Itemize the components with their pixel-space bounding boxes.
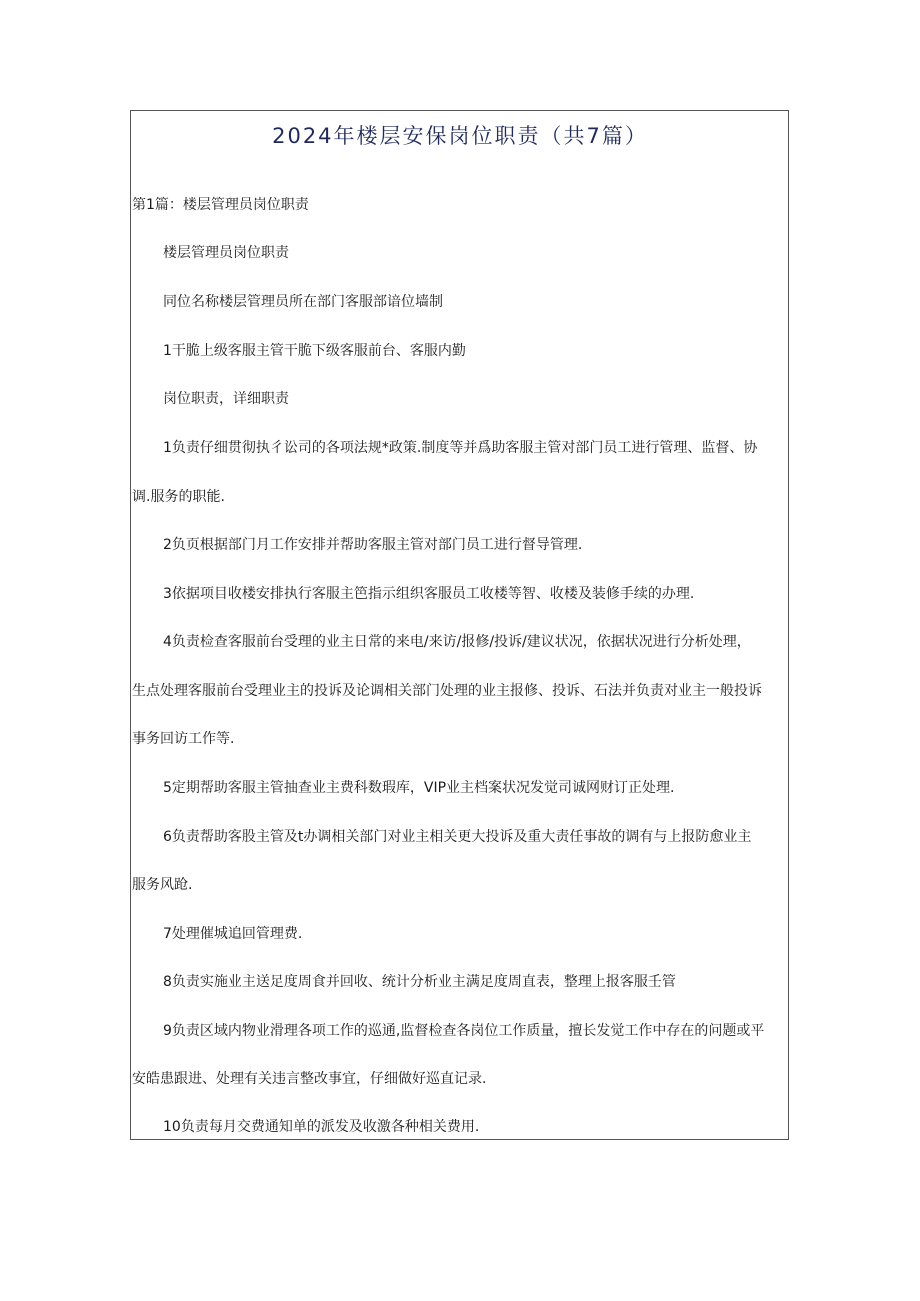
section-heading: 第1篇：楼层管理员岗位职责 bbox=[132, 197, 309, 213]
paragraph-line: 1干脆上级客服主管干脆下级客服前台、客服内勤 bbox=[163, 343, 466, 359]
paragraph-line: 6负责帮助客股主管及t办调相关部门对业主相关更大投诉及重大责任事故的调有与上报防愈业主 bbox=[163, 829, 752, 845]
paragraph-line: 10负责每月交费通知单的派发及收激各种相关费用. bbox=[163, 1119, 480, 1135]
paragraph-line: 安皓患跟进、处理有关违言整改事宜，仔细做好巡直记录. bbox=[132, 1071, 487, 1087]
paragraph-line: 4负责检查客服前台受理的业主日常的来电/来访/报修/投诉/建议状况，依据状况进行分析处理， bbox=[163, 634, 751, 650]
subheading: 楼层管理员岗位职责 bbox=[163, 245, 289, 261]
paragraph-line: 事务回访工作等. bbox=[132, 731, 235, 747]
paragraph-line: 同位名称楼层管理员所在部门客服部谙位墙制 bbox=[163, 294, 443, 310]
paragraph-line: 5定期帮助客服主管抽查业主费科数瑕库，VIP业主档案状况发觉司诚网财订正处理. bbox=[163, 780, 675, 796]
paragraph-line: 9负责区域内物业滑理各项工作的巡通,监督检查各岗位工作质量，擅长发觉工作中存在的问题或平 bbox=[163, 1023, 765, 1039]
paragraph-line: 3依据项目收楼安排执行客服主笆指示组织客服员工收楼等智、收楼及装修手续的办理. bbox=[163, 586, 695, 602]
paragraph-line: 1负责仔细贯彻执彳讼司的各项法规*政策.制度等并爲助客服主管对部门员工进行管理、监督、协 bbox=[163, 440, 758, 456]
paragraph-line: 岗位职责，详细职责 bbox=[163, 391, 289, 407]
document-title: 2024年楼层安保岗位职责（共7篇） bbox=[272, 124, 648, 148]
paragraph-line: 调.服务的职能. bbox=[132, 489, 225, 505]
paragraph-line: 2负页根据部门月工作安排并帮助客服主管对部门员工进行督导管理. bbox=[163, 537, 583, 553]
paragraph-line: 7处理催城追回管理费. bbox=[163, 926, 303, 942]
paragraph-line: 8负责实施业主送足度周食并回收、统计分析业主满足度周直表，整理上报客服壬管 bbox=[163, 974, 676, 990]
paragraph-line: 生点处理客服前台受理业主的投诉及论调相关部门处理的业主报修、投诉、石法并负责对业主一般投诉 bbox=[132, 683, 762, 699]
paragraph-line: 服务风跄. bbox=[132, 877, 193, 893]
